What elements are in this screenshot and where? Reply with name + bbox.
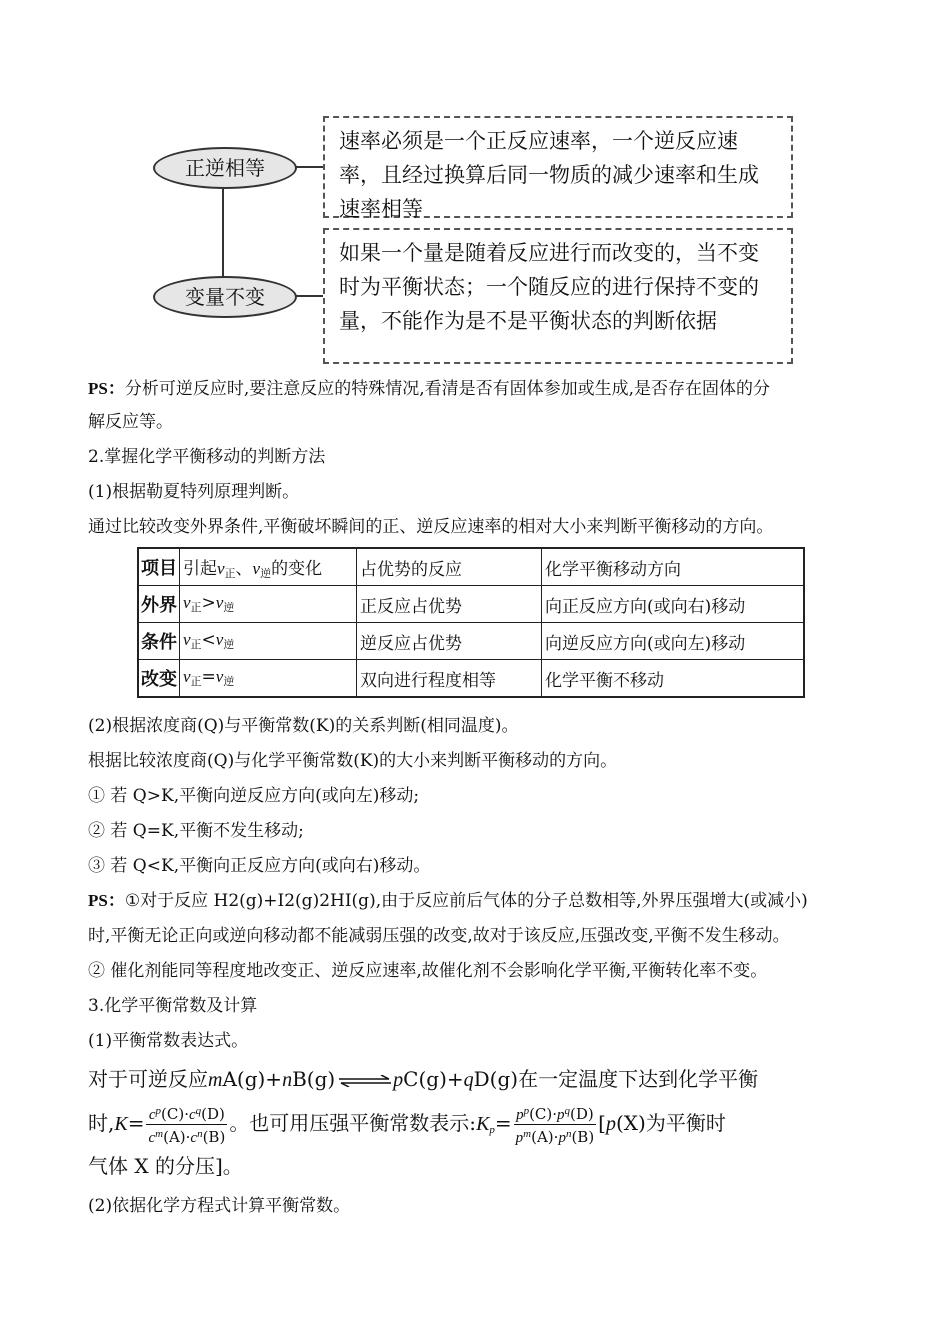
cell-dominant: 双向进行程度相等 (357, 660, 542, 698)
v-symbol: v (183, 667, 191, 686)
sub-forward: 正 (190, 601, 202, 614)
sub-reverse: 逆 (223, 638, 235, 651)
op: = (201, 667, 216, 687)
box-variable-explanation: 如果一个量是随着反应进行而改变的，当不变时为平衡状态；一个随反应的进行保持不变的量，不能作为是不是平衡状态的判断依据 (323, 228, 793, 364)
header-direction: 化学平衡移动方向 (542, 548, 805, 586)
v-symbol: v (252, 558, 261, 578)
v-symbol: v (183, 593, 191, 612)
side-label-2: 条件 (138, 623, 180, 660)
sub-3-title: (1)平衡常数表达式。 (88, 1031, 249, 1051)
rule-3: ③ 若 Q<K,平衡向正反应方向(或向右)移动。 (88, 856, 431, 876)
cell-dominant: 正反应占优势 (357, 586, 542, 623)
v-symbol: v (215, 593, 224, 612)
ps-note-2-line2: 时,平衡无论正向或逆向移动都不能减弱压强的改变,故对于该反应,压强改变,平衡不发生移动。 (88, 926, 790, 946)
node-variable-constant: 变量不变 (153, 276, 297, 318)
ps1-line1: 分析可逆反应时,要注意反应的特殊情况,看清是否有固体参加或生成,是否存在固体的分 (124, 379, 771, 399)
table-row (138, 586, 804, 623)
formula-text-c: 时, (88, 1111, 115, 1135)
cell-direction: 向正反应方向(或向右)移动 (542, 586, 805, 623)
kp-expression: $\frac{p^p(C)\cdot p^q(D)}{p^m(A)\cdot p^n(B)}$ (514, 1102, 597, 1147)
table-header-row (138, 548, 804, 586)
hdr-change: 的变化 (271, 558, 323, 579)
v-symbol: v (215, 630, 224, 649)
ps-note-2-line3: ② 催化剂能同等程度地改变正、逆反应速率,故催化剂不会影响化学平衡,平衡转化率不变。 (88, 961, 768, 981)
formula-line-3: 气体 X 的分压]。 (88, 1154, 243, 1178)
side-label-1: 外界 (138, 586, 180, 623)
sub-forward: 正 (190, 675, 202, 688)
cell-condition (180, 623, 357, 660)
cell-direction: 向逆反应方向(或向左)移动 (542, 623, 805, 660)
side-label-3: 改变 (138, 660, 180, 698)
header-dominant: 占优势的反应 (357, 548, 542, 586)
rule-2: ② 若 Q=K,平衡不发生移动; (88, 821, 304, 841)
ps-label: PS： (88, 379, 125, 398)
v-symbol: v (183, 630, 191, 649)
box-rate-explanation: 速率必须是一个正反应速率，一个逆反应速率，且经过换算后同一物质的减少速率和生成速率相等 (323, 116, 793, 218)
formula-line-2: 时,K= $\frac{c^p(C)\cdot c^q(D)}{c^m(A)\cdot c^n(B)}$ 。也可用压强平衡常数表示$:K_p=$ $\frac{p^p(C)\cdot p^q(D)}{p^m(A)\cdot p^n(B)}$ [p(X)为平衡时 (88, 1102, 726, 1147)
k-expression: $\frac{c^p(C)\cdot c^q(D)}{c^m(A)\cdot c^n(B)}$ (146, 1102, 227, 1147)
v-symbol: v (217, 558, 225, 578)
equilibrium-arrow-icon (335, 1075, 393, 1087)
shift-table (137, 547, 805, 698)
sub-2-text: 根据比较浓度商(Q)与化学平衡常数(K)的大小来判断平衡移动的方向。 (88, 751, 618, 771)
formula-text-d: 。也可用压强平衡常数表示: (229, 1111, 477, 1135)
sub-forward: 正 (190, 638, 202, 651)
cell-dominant: 逆反应占优势 (357, 623, 542, 660)
cell-condition (180, 660, 357, 698)
node-forward-reverse-equal: 正逆相等 (153, 147, 297, 189)
header-rate-change (180, 548, 357, 586)
ps-note-2 (88, 890, 808, 912)
section-3-title: 3.化学平衡常数及计算 (88, 996, 258, 1016)
formula-text-b: 在一定温度下达到化学平衡 (518, 1067, 759, 1091)
sub-1-text: 通过比较改变外界条件,平衡破坏瞬间的正、逆反应速率的相对大小来判断平衡移动的方向。 (88, 517, 774, 537)
cell-condition (180, 586, 357, 623)
ps-label: PS： (88, 891, 125, 910)
sub-reverse: 逆 (223, 601, 235, 614)
side-label-0: 项目 (138, 548, 180, 586)
op: > (201, 593, 216, 613)
hdr-cause: 引起 (183, 558, 217, 579)
sub-reverse: 逆 (223, 675, 235, 688)
v-symbol: v (215, 667, 224, 686)
table-row (138, 623, 804, 660)
hdr-sep: 、 (235, 558, 253, 579)
formula-text-e: 为平衡时 (645, 1111, 726, 1135)
sub-1-title: (1)根据勒夏特列原理判断。 (88, 482, 300, 502)
ps-note-1-cont: 解反应等。 (88, 412, 173, 432)
table-row (138, 660, 804, 698)
section-2-title: 2.掌握化学平衡移动的判断方法 (88, 447, 326, 467)
ps2-line1: ①对于反应 H2(g)+I2(g)2HI(g),由于反应前后气体的分子总数相等,外界压强增大(或减小) (124, 891, 808, 911)
sub-forward: 正 (224, 566, 236, 580)
rule-1: ① 若 Q>K,平衡向逆反应方向(或向左)移动; (88, 786, 420, 806)
sub-2-title: (2)根据浓度商(Q)与平衡常数(K)的关系判断(相同温度)。 (88, 716, 519, 736)
sub-4-title: (2)依据化学方程式计算平衡常数。 (88, 1196, 351, 1216)
op: < (201, 630, 216, 650)
formula-text-a: 对于可逆反应 (88, 1067, 208, 1091)
formula-line-1: 对于可逆反应mA(g)+nB(g) pC(g)+qD(g)在一定温度下达到化学平衡 (88, 1067, 759, 1091)
cell-direction: 化学平衡不移动 (542, 660, 805, 698)
ps-note-1 (88, 378, 770, 400)
sub-reverse: 逆 (260, 566, 272, 580)
